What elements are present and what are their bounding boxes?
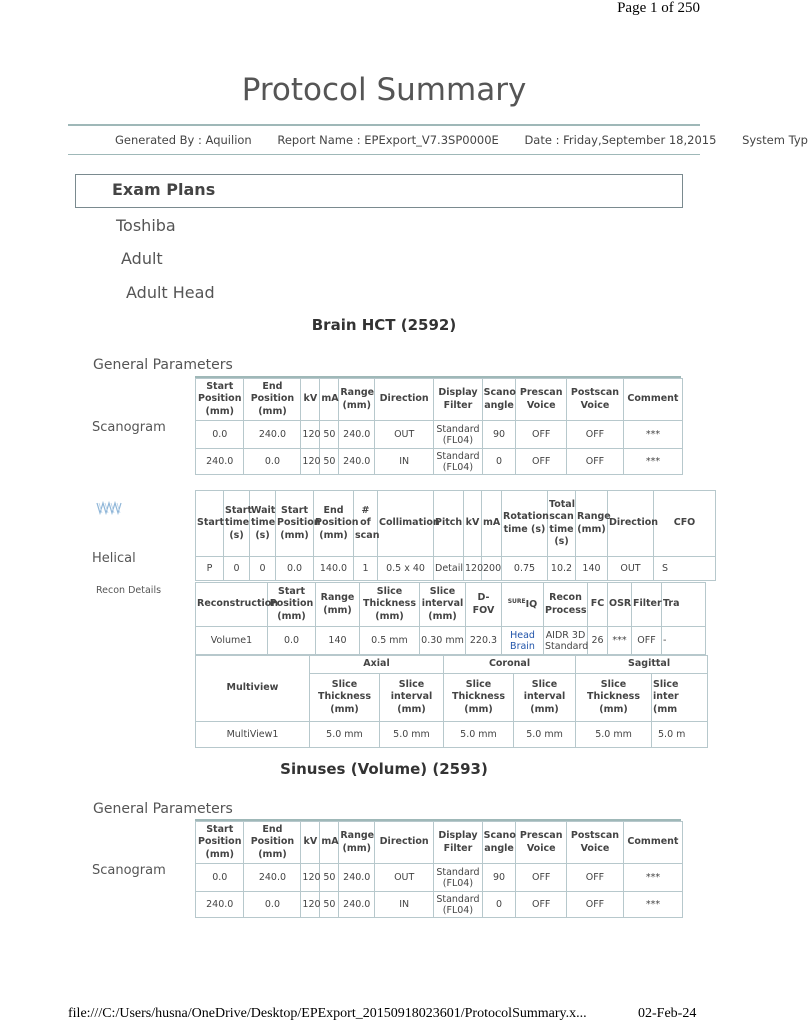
table-cell: 240.0 (244, 421, 301, 449)
col-sagittal-interval: Slice inter (mm (652, 674, 708, 722)
table-cell: S (654, 557, 716, 581)
col-direction: Direction (375, 822, 434, 864)
col-start-position: Start Position (mm) (196, 822, 244, 864)
col-ma: mA (482, 491, 502, 557)
table-cell: Standard (FL04) (434, 421, 482, 449)
table-cell: 120 (301, 421, 320, 449)
page-number: Page 1 of 250 (617, 0, 700, 16)
col-end-position: End Position (mm) (314, 491, 354, 557)
col-cfo: CFO (654, 491, 716, 557)
col-comment: Comment (623, 822, 682, 864)
scanogram-table-wrapper (195, 378, 683, 475)
col-sagittal-thickness: Slice Thickness (mm) (576, 674, 652, 722)
col-display-filter: Display Filter (434, 822, 482, 864)
col-postscan-voice: Postscan Voice (566, 379, 623, 421)
table-cell: 5.0 mm (310, 722, 380, 748)
table-cell: 10.2 (548, 557, 576, 581)
col-kv: kV (301, 822, 320, 864)
col-start-time: Start time (s) (224, 491, 250, 557)
table-cell: 0.0 (196, 421, 244, 449)
table-cell: 240.0 (339, 892, 375, 918)
col-start-position: Start Position (mm) (268, 583, 316, 627)
col-fc: FC (588, 583, 608, 627)
col-kv: kV (464, 491, 482, 557)
table-cell: 0 (482, 892, 516, 918)
table-cell: 0.0 (244, 449, 301, 475)
col-coronal-thickness: Slice Thickness (mm) (444, 674, 514, 722)
table-cell: - (662, 627, 706, 655)
col-ma: mA (320, 822, 339, 864)
table-cell: *** (623, 864, 682, 892)
table-cell: OFF (566, 864, 623, 892)
table-cell: OUT (375, 421, 434, 449)
table-cell: Standard (FL04) (434, 449, 482, 475)
table-cell: 240.0 (339, 864, 375, 892)
table-row (196, 557, 716, 581)
col-prescan-voice: Prescan Voice (516, 822, 567, 864)
col-rotation-time: Rotation time (s) (502, 491, 548, 557)
table-cell: 1 (354, 557, 378, 581)
col-ma: mA (320, 379, 339, 421)
col-start: Start (196, 491, 224, 557)
system-type: System Typ (742, 133, 808, 147)
table-cell: 120 (301, 449, 320, 475)
table-cell: 120 (301, 892, 320, 918)
table-cell: OFF (516, 864, 567, 892)
col-slice-thickness: Slice Thickness (mm) (360, 583, 420, 627)
table-row (196, 627, 706, 655)
table-cell: 0 (250, 557, 276, 581)
multiview-table (195, 655, 708, 748)
table-cell: 240.0 (339, 449, 375, 475)
head-brain-link[interactable]: Head Brain (502, 627, 544, 655)
col-direction: Direction (375, 379, 434, 421)
col-total-scan-time: Total scan time (s) (548, 491, 576, 557)
report-info-bar (68, 124, 808, 155)
table-cell: 240.0 (196, 892, 244, 918)
table-cell: 120 (464, 557, 482, 581)
table-cell: 0.30 mm (420, 627, 466, 655)
col-sure-iq (502, 583, 544, 627)
table-cell: OFF (516, 449, 567, 475)
scanogram-table-wrapper (195, 821, 683, 918)
table-cell: 90 (482, 421, 516, 449)
table-cell: 0.0 (196, 864, 244, 892)
table-cell: 5.0 mm (444, 722, 514, 748)
table-cell: 0 (224, 557, 250, 581)
group-axial: Axial (310, 656, 444, 674)
table-cell: OFF (632, 627, 662, 655)
page-title: Protocol Summary (241, 72, 527, 108)
exam-plans-title: Exam Plans (112, 180, 216, 199)
plan-title-sinuses: Sinuses (Volume) (2593) (280, 760, 488, 778)
col-prescan-voice: Prescan Voice (516, 379, 567, 421)
table-cell: 5.0 mm (514, 722, 576, 748)
plan-title-brain-hct: Brain HCT (2592) (311, 316, 457, 334)
tree-item-adult: Adult (121, 249, 163, 268)
col-comment: Comment (623, 379, 682, 421)
scanogram-table (195, 378, 683, 475)
table-cell: 5.0 mm (576, 722, 652, 748)
sure-superscript: SURE (507, 597, 526, 605)
scanogram-table (195, 821, 683, 918)
col-num-scan: # of scan (354, 491, 378, 557)
table-cell: *** (608, 627, 632, 655)
table-cell: 0.0 (276, 557, 314, 581)
table-cell: 50 (320, 892, 339, 918)
table-cell: 0.0 (268, 627, 316, 655)
table-cell: IN (375, 892, 434, 918)
table-cell: Standard (FL04) (434, 864, 482, 892)
tree-item-toshiba: Toshiba (116, 216, 176, 235)
multiview-table-wrapper (195, 655, 686, 748)
col-axial-thickness: Slice Thickness (mm) (310, 674, 380, 722)
table-cell: 220.3 (466, 627, 502, 655)
scanogram-label: Scanogram (92, 420, 166, 435)
col-kv: kV (301, 379, 320, 421)
col-reconstruction: Reconstruction (196, 583, 268, 627)
table-cell: 140.0 (314, 557, 354, 581)
table-cell: OUT (375, 864, 434, 892)
table-cell: 0 (482, 449, 516, 475)
table-cell: 120 (301, 864, 320, 892)
table-cell: OFF (566, 449, 623, 475)
general-parameters-label: General Parameters (93, 801, 233, 817)
table-cell: *** (623, 421, 682, 449)
footer-date: 02-Feb-24 (638, 1006, 697, 1021)
table-cell: 0.0 (244, 892, 301, 918)
helical-label: Helical (92, 551, 136, 566)
table-cell: OFF (516, 892, 567, 918)
table-cell: 5.0 m (652, 722, 708, 748)
col-d-fov: D-FOV (466, 583, 502, 627)
table-cell: 240.0 (244, 864, 301, 892)
table-cell: 0.5 x 40 (378, 557, 434, 581)
group-coronal: Coronal (444, 656, 576, 674)
col-start-position: Start Position (mm) (276, 491, 314, 557)
helical-table (195, 490, 716, 581)
tree-item-adult-head: Adult Head (126, 283, 215, 302)
table-row (196, 722, 708, 748)
col-range: Range (mm) (339, 822, 375, 864)
multiview-header: Multiview (196, 656, 310, 722)
col-axial-interval: Slice interval (mm) (380, 674, 444, 722)
table-cell: 5.0 mm (380, 722, 444, 748)
table-cell: P (196, 557, 224, 581)
col-start-position: Start Position (mm) (196, 379, 244, 421)
table-cell: 90 (482, 864, 516, 892)
table-cell: AIDR 3D Standard (544, 627, 588, 655)
table-cell: 0.75 (502, 557, 548, 581)
table-cell: 26 (588, 627, 608, 655)
table-cell: 240.0 (196, 449, 244, 475)
col-tra: Tra (662, 583, 706, 627)
table-cell: *** (623, 892, 682, 918)
table-cell: Detail (434, 557, 464, 581)
col-range: Range (mm) (339, 379, 375, 421)
recon-details-label: Recon Details (96, 585, 162, 596)
exam-plans-box (75, 174, 683, 208)
table-cell: OUT (608, 557, 654, 581)
col-scano-angle: Scano angle (482, 379, 516, 421)
col-end-position: End Position (mm) (244, 379, 301, 421)
col-scano-angle: Scano angle (482, 822, 516, 864)
table-row (196, 892, 683, 918)
iq-label: IQ (525, 598, 538, 610)
table-cell: OFF (566, 892, 623, 918)
col-end-position: End Position (mm) (244, 822, 301, 864)
col-pitch: Pitch (434, 491, 464, 557)
helical-table-wrapper (195, 490, 696, 581)
table-row (196, 449, 683, 475)
table-cell: Standard (FL04) (434, 892, 482, 918)
table-cell: 200 (482, 557, 502, 581)
table-cell: Volume1 (196, 627, 268, 655)
table-row (196, 864, 683, 892)
generated-by: Generated By : Aquilion (115, 133, 252, 147)
col-osr: OSR (608, 583, 632, 627)
col-direction: Direction (608, 491, 654, 557)
table-cell: *** (623, 449, 682, 475)
col-range: Range (mm) (576, 491, 608, 557)
helical-scan-icon (96, 501, 124, 515)
scanogram-label: Scanogram (92, 863, 166, 878)
footer-file-path: file:///C:/Users/husna/OneDrive/Desktop/EPExport_20150918023601/ProtocolSummary.x... (68, 1006, 587, 1021)
table-cell: 140 (576, 557, 608, 581)
table-cell: 50 (320, 449, 339, 475)
col-range: Range (mm) (316, 583, 360, 627)
table-cell: 240.0 (339, 421, 375, 449)
table-cell: 0.5 mm (360, 627, 420, 655)
col-wait-time: Wait time (s) (250, 491, 276, 557)
table-row (196, 421, 683, 449)
report-date: Date : Friday,September 18,2015 (524, 133, 717, 147)
col-recon-process: Recon Process (544, 583, 588, 627)
col-display-filter: Display Filter (434, 379, 482, 421)
table-cell: OFF (516, 421, 567, 449)
col-filter: Filter (632, 583, 662, 627)
group-sagittal: Sagittal (576, 656, 708, 674)
table-cell: IN (375, 449, 434, 475)
col-coronal-interval: Slice interval (mm) (514, 674, 576, 722)
table-cell: OFF (566, 421, 623, 449)
col-collimation: Collimation (378, 491, 434, 557)
col-postscan-voice: Postscan Voice (566, 822, 623, 864)
recon-table (195, 582, 706, 655)
col-slice-interval: Slice interval (mm) (420, 583, 466, 627)
general-parameters-label: General Parameters (93, 357, 233, 373)
table-cell: 50 (320, 421, 339, 449)
table-cell: MultiView1 (196, 722, 310, 748)
recon-table-wrapper (195, 582, 683, 655)
report-name: Report Name : EPExport_V7.3SP0000E (277, 133, 499, 147)
table-cell: 140 (316, 627, 360, 655)
table-cell: 50 (320, 864, 339, 892)
